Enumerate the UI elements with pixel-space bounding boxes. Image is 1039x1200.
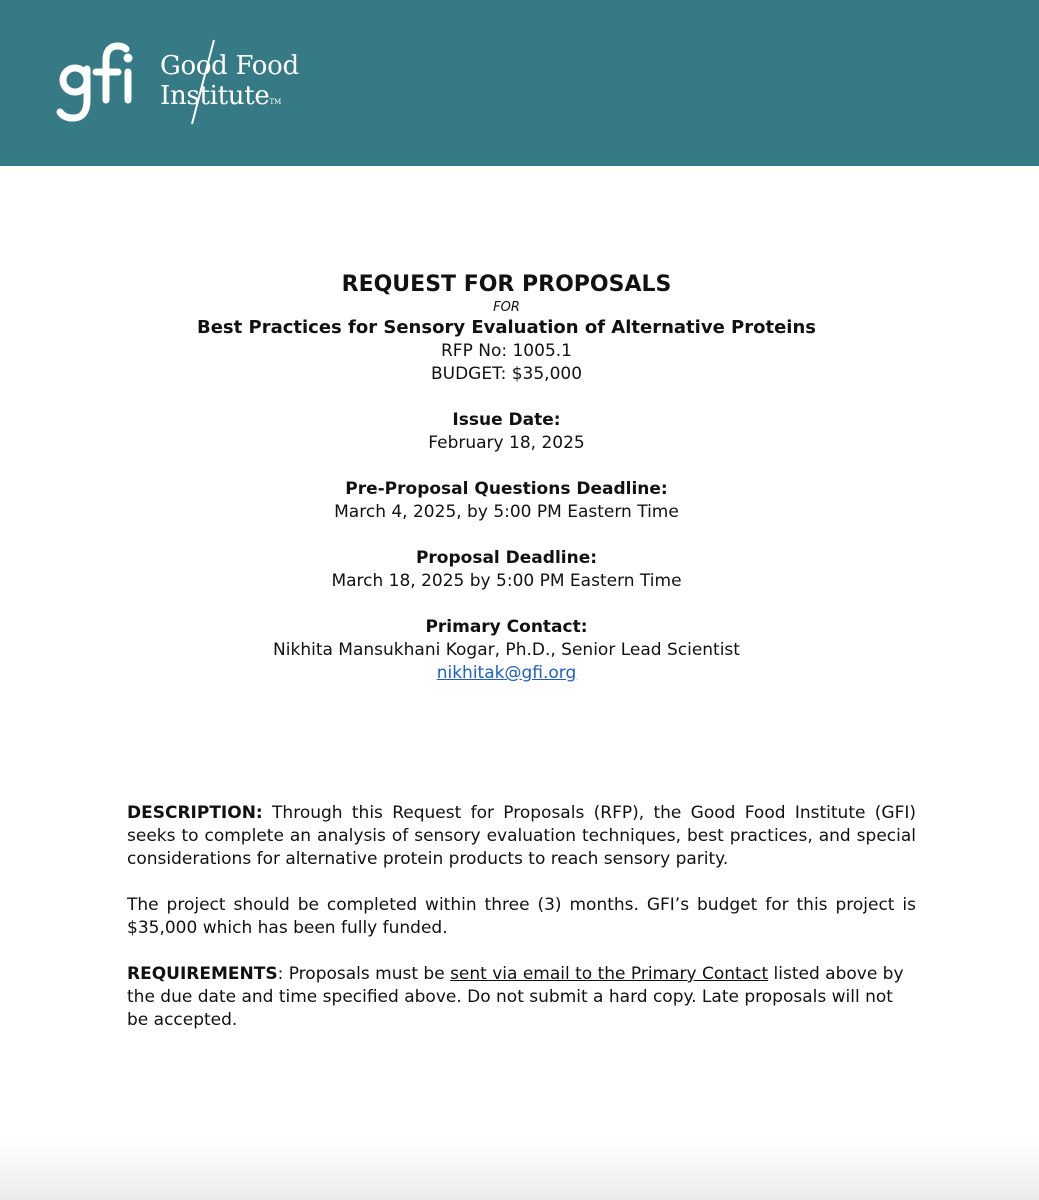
title-block <box>0 270 1013 685</box>
proposal-deadline-value: March 18, 2025 by 5:00 PM Eastern Time <box>331 571 682 591</box>
requirements-text-after: listed above by the due date and time specified above. Do not submit a hard copy. Late proposals will not be accepted. <box>127 964 904 1030</box>
logo-name-line2: InstituteTM <box>160 81 282 111</box>
issue-date-value: February 18, 2025 <box>428 433 585 453</box>
trademark: TM <box>269 98 282 106</box>
rfp-number: RFP No: 1005.1 <box>441 341 572 361</box>
issue-date-label: Issue Date: <box>452 410 561 430</box>
requirements-label: REQUIREMENTS <box>127 964 278 984</box>
questions-deadline-label: Pre-Proposal Questions Deadline: <box>345 479 668 499</box>
bottom-fade <box>0 1140 1039 1200</box>
description-label: DESCRIPTION: <box>127 803 263 823</box>
primary-contact-name: Nikhita Mansukhani Kogar, Ph.D., Senior Lead Scientist <box>273 640 740 660</box>
logo-wordmark <box>160 51 299 117</box>
for-label: FOR <box>493 300 520 315</box>
questions-deadline-value: March 4, 2025, by 5:00 PM Eastern Time <box>334 502 679 522</box>
timeline-paragraph: The project should be completed within three (3) months. GFI’s budget for this project is $35,000 which has been fully funded. <box>127 895 916 938</box>
contact-email-link[interactable]: nikhitak@gfi.org <box>436 663 577 683</box>
rfp-heading: REQUEST FOR PROPOSALS <box>341 272 672 297</box>
gfi-logo-mark-icon <box>56 38 144 128</box>
requirements-text-before: : Proposals must be <box>277 964 451 984</box>
description-paragraph <box>127 802 916 871</box>
requirements-underlined: sent via email to the Primary Contact <box>450 964 769 984</box>
header-band <box>0 0 1039 166</box>
description-text: Through this Request for Proposals (RFP), the Good Food Institute (GFI) seeks to complete an analysis of sensory evaluation techniques, best practices, and special considerations for alternative protein products to reach sensory parity. <box>127 803 916 869</box>
project-title: Best Practices for Sensory Evaluation of Alternative Proteins <box>197 317 816 338</box>
proposal-deadline-label: Proposal Deadline: <box>415 548 598 568</box>
body-text <box>127 802 916 1055</box>
budget: BUDGET: $35,000 <box>430 364 583 384</box>
primary-contact-label: Primary Contact: <box>425 617 588 637</box>
requirements-paragraph <box>127 963 916 1032</box>
logo-name-line1: Good Food <box>160 51 299 81</box>
gfi-logo <box>56 38 316 128</box>
